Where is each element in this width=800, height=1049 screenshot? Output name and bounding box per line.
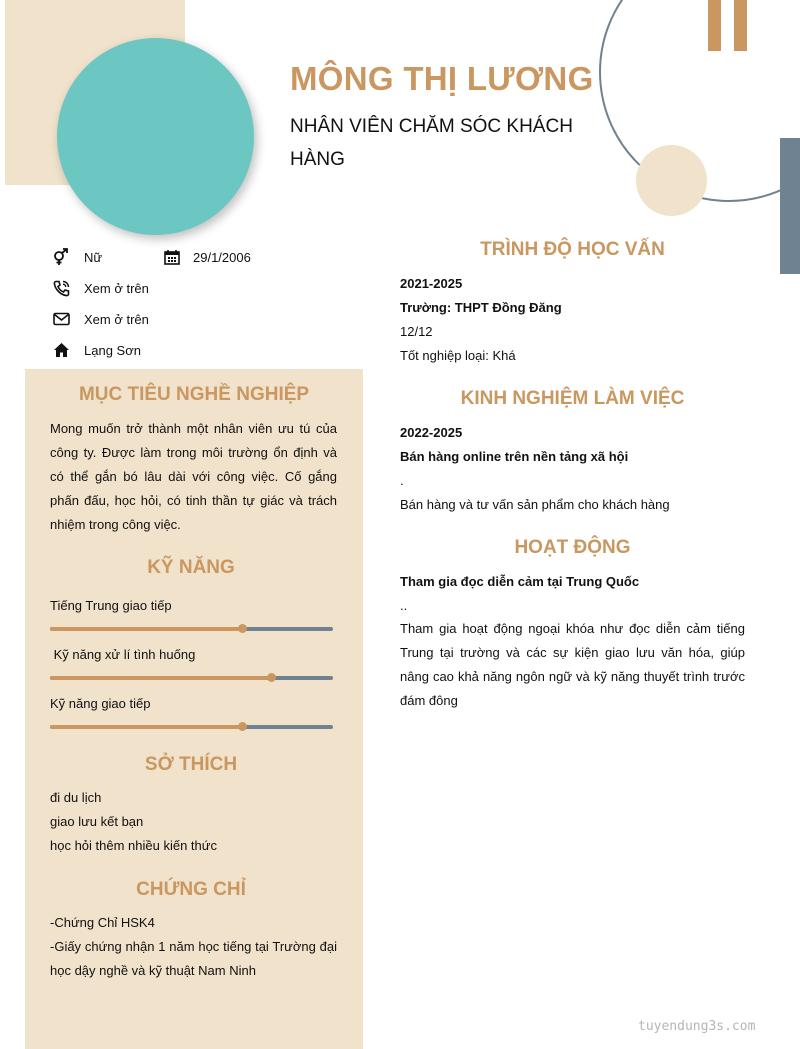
activity-description: Tham gia hoạt động ngoại khóa như đọc diễn cảm tiếng Trung tại trường và các sự kiện giao lưu văn hóa, giúp nâng cao khả năng ngôn ngữ và kỹ năng thuyết trình trước đám đông (400, 621, 745, 708)
education-title: TRÌNH ĐỘ HỌC VẤN (480, 239, 665, 260)
activity-dots: .. (400, 598, 408, 613)
skill-fill (50, 725, 242, 729)
birthday-value: 29/1/2006 (193, 249, 251, 265)
hobbies-title: SỞ THÍCH (144, 754, 238, 775)
experience-description: Bán hàng và tư vấn sản phẩm cho khách hàng (400, 497, 670, 512)
skill-label: Kỹ năng giao tiếp (50, 696, 151, 711)
experience-period: 2022-2025 (400, 425, 463, 440)
decor-circle-beige (636, 145, 707, 216)
certificate-item: -Chứng Chỉ HSK4 (50, 915, 155, 930)
avatar (57, 38, 254, 235)
objective-text: Mong muốn trở thành một nhân viên ưu tú của công ty. Được làm trong môi trường ổn định và có thể gắn bó lâu dài với công việc. Cố gắng phấn đấu, học hỏi, có tinh thần tự giác và trách nhiệm trong công việc. (50, 421, 337, 532)
education-grade: 12/12 (400, 324, 433, 339)
skill-fill (50, 627, 242, 631)
contact-birthday (162, 247, 251, 267)
phone-icon (51, 278, 71, 298)
certificate-item: -Giấy chứng nhận 1 năm học tiếng tại Trường đại học dậy nghề và kỹ thuật Nam Ninh (50, 939, 337, 978)
phone-value: Xem ở trên (84, 280, 149, 296)
gender-value: Nữ (84, 249, 103, 265)
candidate-name: MÔNG THỊ LƯƠNG (290, 60, 594, 97)
contact-email (51, 309, 149, 329)
skill-bar (50, 627, 333, 631)
contact-gender (51, 247, 102, 267)
skill-bar (50, 725, 333, 729)
experience-role: Bán hàng online trên nền tảng xã hội (400, 449, 629, 464)
skill-bar (50, 676, 333, 680)
activities-title: HOẠT ĐỘNG (514, 537, 631, 558)
skill-fill (50, 676, 271, 680)
gender-icon (51, 247, 71, 267)
education-school: Trường: THPT Đồng Đăng (400, 300, 562, 315)
mail-icon (51, 309, 71, 329)
hobby-item: học hỏi thêm nhiều kiến thức (50, 838, 217, 853)
objective-title: MỤC TIÊU NGHỀ NGHIỆP (78, 384, 310, 405)
education-period: 2021-2025 (400, 276, 463, 291)
address-value: Lạng Sơn (84, 342, 141, 358)
decor-bar (708, 0, 721, 51)
education-result: Tốt nghiệp loại: Khá (400, 348, 516, 363)
skill-label: Tiếng Trung giao tiếp (50, 598, 172, 613)
home-icon (51, 340, 71, 360)
email-value: Xem ở trên (84, 311, 149, 327)
contact-address (51, 340, 141, 360)
hobby-item: đi du lịch (50, 790, 102, 805)
job-title: NHÂN VIÊN CHĂM SÓC KHÁCH HÀNG (290, 116, 573, 170)
skill-knob (267, 673, 276, 682)
decor-bar (734, 0, 747, 51)
skills-title: KỸ NĂNG (147, 557, 235, 578)
certificates-title: CHỨNG CHỈ (136, 879, 246, 900)
experience-title: KINH NGHIỆM LÀM VIỆC (460, 388, 685, 409)
contact-phone (51, 278, 149, 298)
decor-side-bar (780, 138, 800, 274)
hobby-item: giao lưu kết bạn (50, 814, 144, 829)
experience-dot: . (400, 473, 404, 488)
activity-name: Tham gia đọc diễn cảm tại Trung Quốc (400, 574, 640, 589)
calendar-icon (162, 247, 182, 267)
watermark: tuyendung3s.com (638, 1019, 756, 1034)
skill-label: Kỹ năng xử lí tình huống (50, 647, 196, 662)
